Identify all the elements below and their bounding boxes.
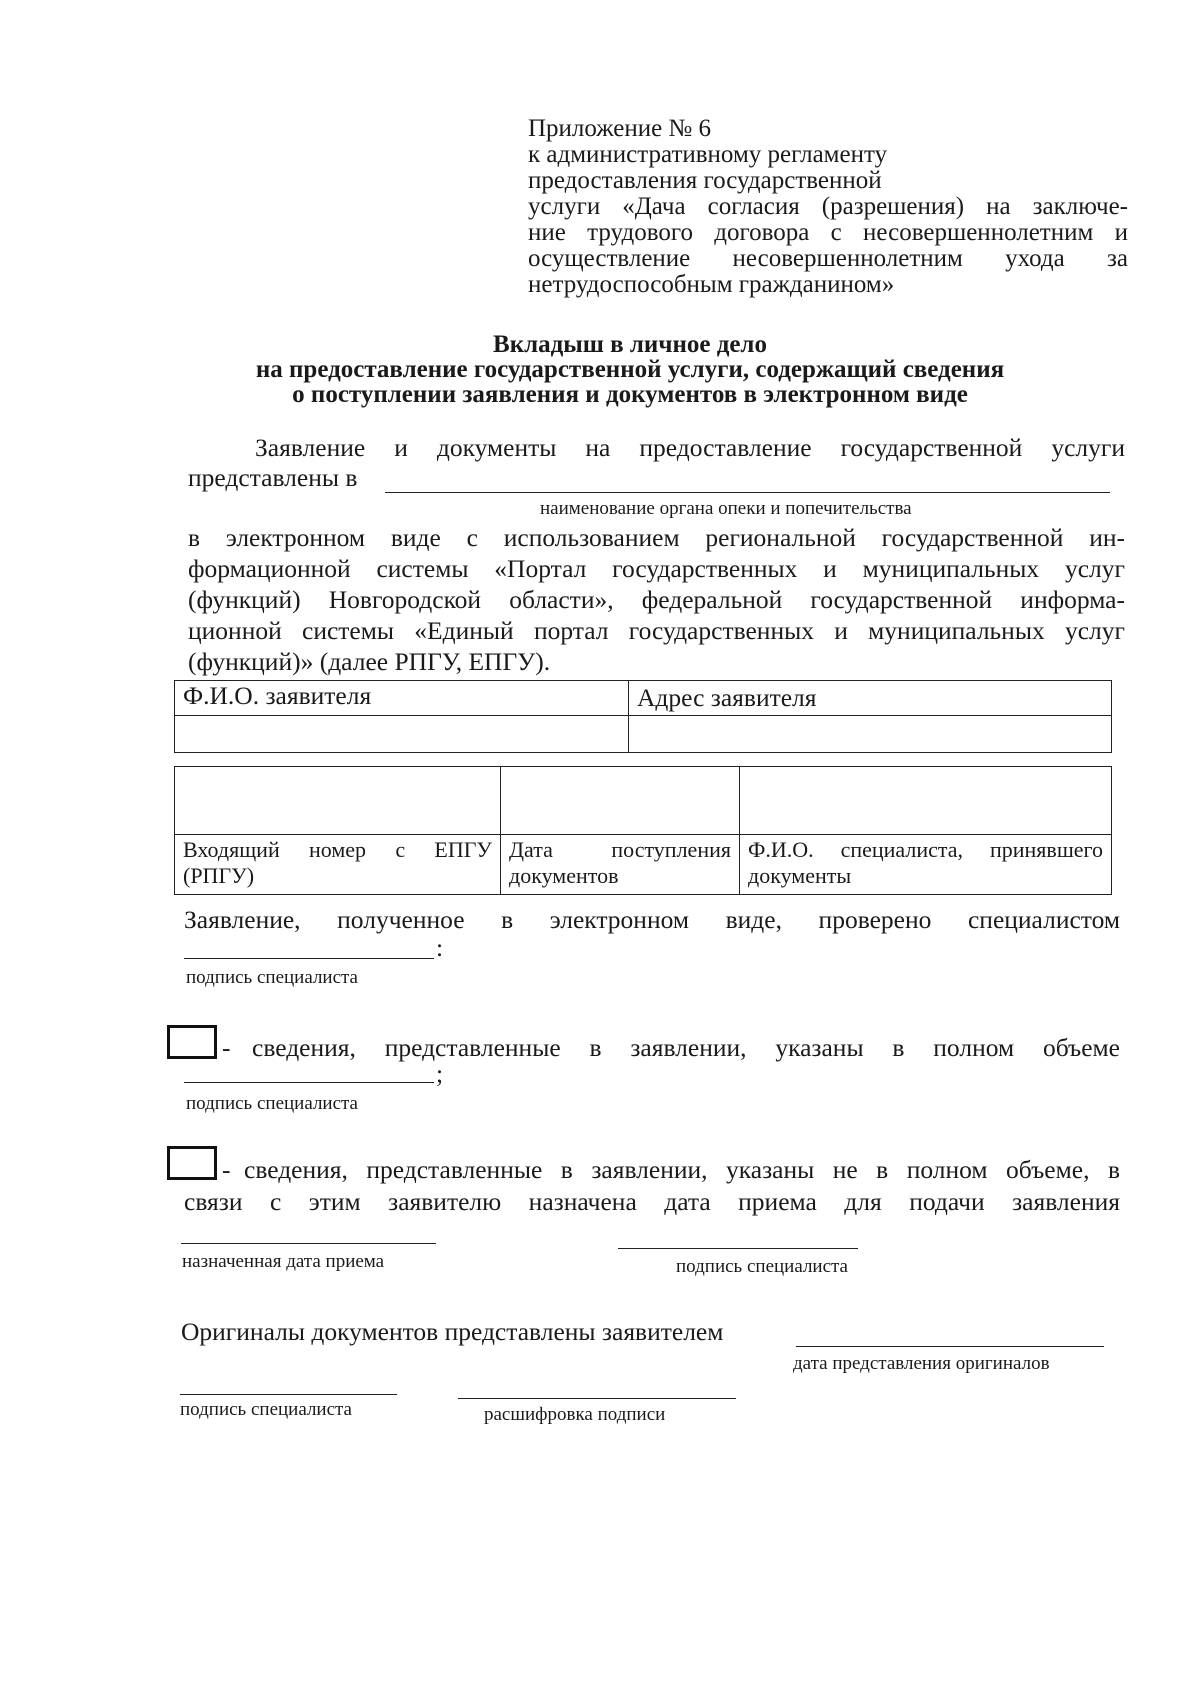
receipt-date-cell[interactable]: [501, 767, 740, 835]
annex-block: [528, 116, 1128, 298]
intro-line-2: представлены в: [188, 463, 358, 492]
annex-line: предоставления государственной: [528, 167, 882, 194]
incoming-number-header: Входящий номер с ЕПГУ (РПГУ): [175, 835, 501, 895]
applicant-address-header: Адрес заявителя: [629, 681, 1112, 716]
specialist-name-header: Ф.И.О. специалиста, принявшего документы: [740, 835, 1112, 895]
signature-decode-caption: расшифровка подписи: [484, 1404, 666, 1425]
applicant-name-cell[interactable]: [175, 716, 629, 753]
annex-line: осуществление несовершеннолетним ухода за: [528, 245, 1128, 272]
applicant-name-header: Ф.И.О. заявителя: [175, 681, 629, 716]
check-signature-caption: подпись специалиста: [186, 967, 358, 988]
document-heading: [180, 332, 1080, 407]
annex-line: нетрудоспособным гражданином»: [528, 271, 895, 298]
guardianship-authority-caption: наименование органа опеки и попечительства: [540, 498, 912, 519]
receipt-table: [174, 766, 1112, 895]
option1-dash: -: [222, 1033, 231, 1062]
originals-text: Оригиналы документов представлены заявителем: [181, 1317, 724, 1346]
check-signature-field[interactable]: [184, 958, 434, 959]
final-signature-field[interactable]: [180, 1394, 397, 1395]
guardianship-authority-field[interactable]: [385, 492, 1110, 493]
option2-dash: -: [222, 1155, 231, 1184]
option1-signature-field[interactable]: [184, 1082, 434, 1083]
applicant-address-cell[interactable]: [629, 716, 1112, 753]
receipt-date-header: Дата поступления документов: [501, 835, 740, 895]
annex-line: услуги «Дача согласия (разрешения) на заключе-: [528, 193, 1128, 220]
final-signature-caption: подпись специалиста: [180, 1399, 352, 1420]
annex-title: Приложение № 6: [528, 115, 712, 142]
appointment-date-caption: назначенная дата приема: [182, 1251, 385, 1272]
intro-body: в электронном виде с использованием региональной государственной ин- формационной системы «Портал государственных и муниципальных услуг (функций) Новгородской области», федеральной государственной информа- ционной системы «Единый портал государственных и муниципальных услуг (функций)» (далее РПГУ, ЕПГУ).: [188, 523, 1125, 676]
incoming-number-cell[interactable]: [175, 767, 501, 835]
annex-line: ние трудового договора с несовершеннолетним и: [528, 219, 1128, 246]
option2-signature-field[interactable]: [618, 1248, 858, 1249]
heading-line: о поступлении заявления и документов в электронном виде: [292, 381, 968, 408]
signature-decode-field[interactable]: [458, 1398, 736, 1399]
option2-text-2: связи с этим заявителю назначена дата приема для подачи заявления: [184, 1187, 1120, 1216]
annex-line: к административному регламенту: [528, 141, 888, 168]
option1-semicolon: ;: [436, 1059, 444, 1088]
heading-line: на предоставление государственной услуги, содержащий сведения: [255, 356, 1005, 383]
option1-text: сведения, представленные в заявлении, указаны в полном объеме: [252, 1033, 1120, 1062]
option1-signature-caption: подпись специалиста: [186, 1093, 358, 1114]
originals-date-field[interactable]: [796, 1346, 1104, 1347]
full-info-checkbox[interactable]: [167, 1025, 217, 1059]
option2-signature-caption: подпись специалиста: [676, 1256, 848, 1277]
check-colon: :: [436, 933, 444, 962]
partial-info-checkbox[interactable]: [167, 1146, 217, 1180]
specialist-name-cell[interactable]: [740, 767, 1112, 835]
intro-line-1: Заявление и документы на предоставление государственной услуги: [255, 433, 1125, 462]
check-statement: Заявление, полученное в электронном виде, проверено специалистом: [184, 905, 1120, 934]
applicant-table: [174, 680, 1112, 753]
heading-line: Вкладыш в личное дело: [493, 331, 767, 358]
originals-date-caption: дата представления оригиналов: [793, 1353, 1050, 1374]
appointment-date-field[interactable]: [181, 1243, 436, 1244]
option2-text-1: сведения, представленные в заявлении, указаны не в полном объеме, в: [244, 1155, 1120, 1184]
